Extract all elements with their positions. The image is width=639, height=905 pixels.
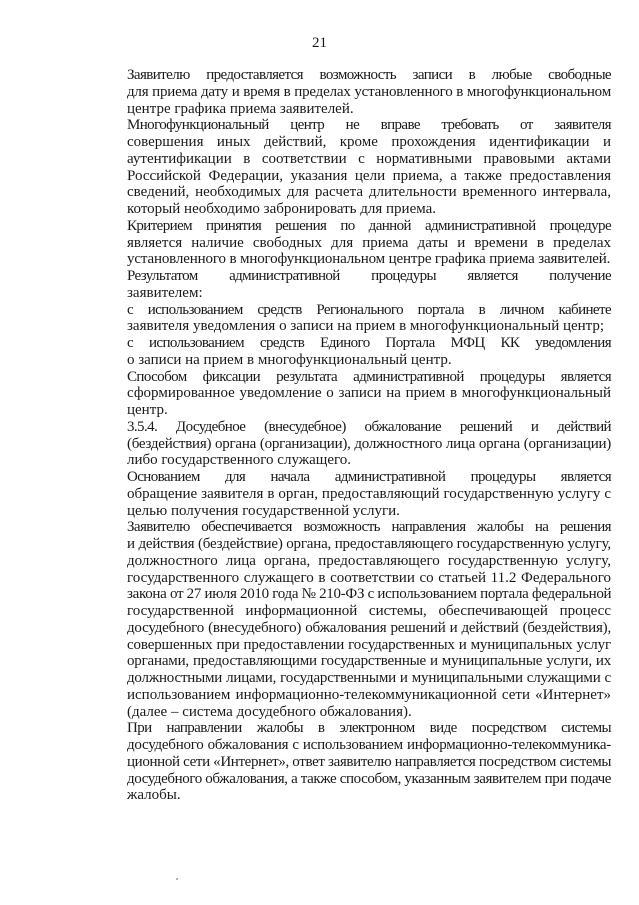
- text-line: сведений, необходимых для расчета длительности временного интервала,: [127, 184, 611, 201]
- text-line: является наличие свободных для приема даты и времени в пределах: [127, 234, 611, 251]
- text-line: При направлении жалобы в электронном виде посредством системы: [127, 720, 611, 737]
- paragraph: [91, 268, 611, 302]
- text-line: досудебного (внесудебного) обжалования решений и действий (бездействия),: [127, 619, 611, 636]
- paragraph: [91, 519, 611, 720]
- text-line: Заявителю обеспечивается возможность направления жалобы на решения: [127, 519, 611, 536]
- text-line: заявителем:: [127, 284, 203, 301]
- paragraph: [91, 302, 611, 336]
- text-line: который необходимо забронировать для приема.: [127, 201, 437, 217]
- text-line: Многофункциональный центр не вправе требовать от заявителя: [127, 117, 611, 134]
- text-line: о записи на прием в многофункциональный центр.: [127, 351, 452, 368]
- text-line: (далее – система досудебного обжалования).: [127, 703, 412, 720]
- page-number: 21: [312, 35, 327, 51]
- text-line: для приема дату и время в пределах установленного в многофункциональном: [127, 83, 611, 100]
- document-body: [91, 67, 611, 804]
- text-line: должностными лицами, государственными и муниципальными служащими с: [127, 670, 611, 686]
- text-line: и действия (бездействие) органа, предоставляющего государственную услугу,: [127, 536, 611, 552]
- text-line: заявителя уведомления о записи на прием в многофункциональный центр;: [127, 318, 605, 335]
- text-line: с использованием средств Регионального портала в личном кабинете: [127, 301, 611, 318]
- text-line: досудебного обжалования, а также способом, указанным заявителем при подаче: [127, 770, 611, 787]
- text-line: центр.: [127, 402, 168, 418]
- text-line: установленного в многофункциональном центре графика приема заявителей.: [127, 251, 611, 268]
- text-line: целью получения государственной услуги.: [127, 502, 400, 519]
- text-line: совершенных при предоставлении государственных и муниципальных услуг: [127, 636, 611, 653]
- text-line: либо государственного служащего.: [127, 452, 352, 469]
- paragraph: [91, 419, 611, 469]
- text-line: сформированное уведомление о записи на прием в многофункциональный: [127, 385, 611, 402]
- text-line: досудебного обжалования с использованием информационно-телекоммуника-: [127, 737, 611, 753]
- paragraph: [91, 720, 611, 804]
- paragraph: [91, 67, 611, 117]
- text-line: должностного лица органа, предоставляющего государственную услугу,: [127, 552, 611, 569]
- text-line: совершения иных действий, кроме прохождения идентификации и: [127, 134, 611, 150]
- scan-dot: [176, 878, 178, 880]
- paragraph: [91, 335, 611, 369]
- text-line: обращение заявителя в орган, предоставляющий государственную услугу с: [127, 485, 611, 502]
- paragraph: [91, 369, 611, 419]
- text-line: с использованием средств Единого Портала МФЦ КК уведомления: [127, 335, 611, 351]
- text-line: государственной информационной системы, обеспечивающей процесс: [127, 603, 611, 619]
- text-line: Результатом административной процедуры является получение: [127, 268, 611, 284]
- text-line: ционной сети «Интернет», ответ заявителю направляется посредством системы: [127, 753, 612, 770]
- paragraph: [91, 218, 611, 268]
- text-line: государственного служащего в соответствии со статьей 11.2 Федерального: [127, 569, 611, 586]
- text-line: использованием информационно-телекоммуникационной сети «Интернет»: [127, 686, 611, 703]
- text-line: Основанием для начала административной процедуры является: [127, 469, 611, 485]
- text-line: Критерием принятия решения по данной административной процедуре: [127, 217, 611, 234]
- text-line: аутентификации в соответствии с нормативными правовыми актами: [127, 150, 611, 167]
- paragraph: [91, 469, 611, 519]
- text-line: центре графика приема заявителей.: [127, 100, 354, 117]
- text-line: закона от 27 июля 2010 года № 210-ФЗ с использованием портала федеральной: [127, 586, 612, 603]
- text-line: Заявителю предоставляется возможность записи в любые свободные: [127, 67, 611, 83]
- text-line: 3.5.4. Досудебное (внесудебное) обжалование решений и действий: [127, 418, 611, 435]
- paragraph: [91, 117, 611, 218]
- text-line: органами, предоставляющими государственные и муниципальные услуги, их: [127, 653, 611, 670]
- text-line: (бездействия) органа (организации), должностного лица органа (организации): [127, 435, 611, 452]
- text-line: жалобы.: [127, 787, 181, 804]
- text-line: Способом фиксации результата административной процедуры является: [127, 368, 611, 385]
- text-line: Российской Федерации, указания цели приема, а также предоставления: [127, 167, 611, 184]
